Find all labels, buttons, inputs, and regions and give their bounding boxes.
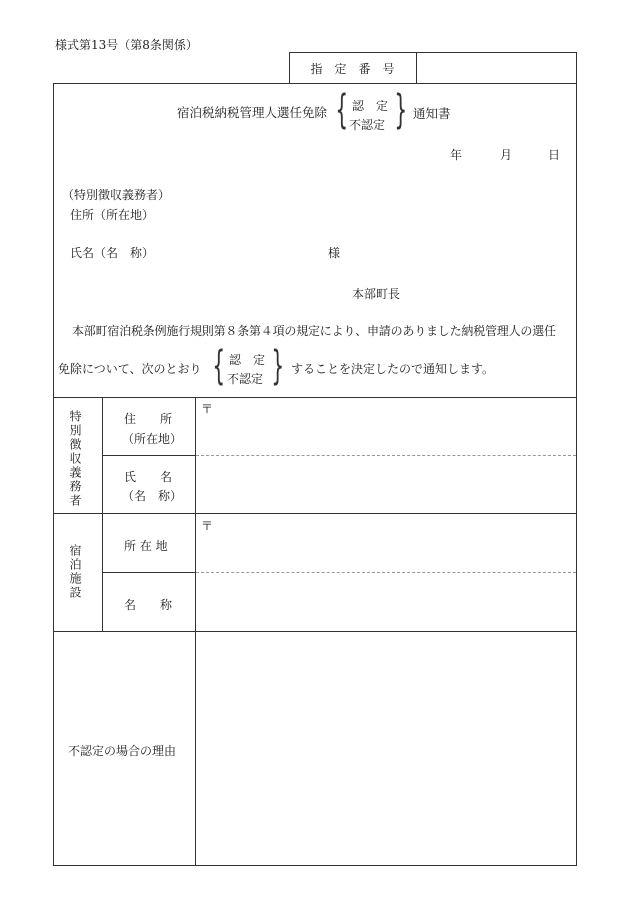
s2-postal-mark: 〒	[201, 519, 214, 533]
s1-dashed-divider	[196, 455, 576, 456]
s2-row-divider	[102, 572, 195, 573]
title-left-brace: {	[335, 87, 349, 133]
body-right-brace: }	[271, 343, 285, 389]
s1-address-label: 住 所	[124, 412, 173, 426]
recipient-category: （特別徴収義務者）	[62, 188, 171, 202]
label-column-border	[195, 397, 196, 866]
title-option-approve: 認 定	[352, 99, 389, 113]
s1-postal-mark: 〒	[201, 402, 214, 416]
section-title-column-border	[102, 397, 103, 631]
rejection-reason-field[interactable]	[200, 636, 573, 862]
body-option-reject: 不認定	[227, 372, 264, 386]
form-number-label: 様式第13号（第8条関係）	[55, 38, 198, 52]
recipient-address-label: 住所（所在地）	[70, 208, 155, 222]
s2-location-label: 所 在 地	[124, 539, 168, 553]
s1-row-divider	[102, 455, 195, 456]
section1-title: 特別徴収義務者	[68, 410, 82, 508]
s1-name-sublabel: （名 称）	[122, 489, 183, 503]
sender-title: 本部町長	[352, 287, 401, 301]
table-top-border	[53, 397, 577, 398]
s1-address-sublabel: （所在地）	[122, 432, 183, 446]
s1-name-label: 氏 名	[124, 470, 173, 484]
recipient-honorific: 様	[328, 246, 341, 260]
notice-title-prefix: 宿泊税納税管理人選任免除	[177, 105, 328, 120]
body-line-2-prefix: 免除について、次のとおり	[58, 362, 202, 376]
s1-address-field[interactable]	[218, 400, 573, 450]
s2-name-field[interactable]	[200, 577, 573, 627]
date-month: 月	[500, 148, 513, 162]
title-right-brace: }	[394, 87, 408, 133]
date-day: 日	[548, 148, 561, 162]
s2-dashed-divider	[196, 572, 576, 573]
recipient-name-label: 氏名（名 称）	[70, 246, 155, 260]
s2-location-field[interactable]	[218, 517, 573, 567]
body-left-brace: {	[212, 343, 226, 389]
date-year: 年	[450, 148, 463, 162]
section-divider-2	[53, 631, 577, 632]
body-line-1: 本部町宿泊税条例施行規則第８条第４項の規定により、申請のありました納税管理人の選任	[72, 324, 556, 338]
body-option-approve: 認 定	[229, 353, 266, 367]
rejection-reason-label: 不認定の場合の理由	[68, 744, 177, 758]
designation-number-label: 指 定 番 号	[310, 62, 395, 76]
section-divider-1	[53, 513, 577, 514]
section2-title: 宿泊施設	[68, 544, 82, 600]
body-line-2-suffix: することを決定したので通知します。	[291, 362, 495, 376]
notice-title-suffix: 通知書	[413, 106, 451, 121]
designation-number-field[interactable]	[417, 60, 576, 80]
s1-name-field[interactable]	[200, 460, 573, 510]
s2-name-label: 名 称	[124, 598, 173, 612]
title-option-reject: 不認定	[349, 118, 386, 132]
